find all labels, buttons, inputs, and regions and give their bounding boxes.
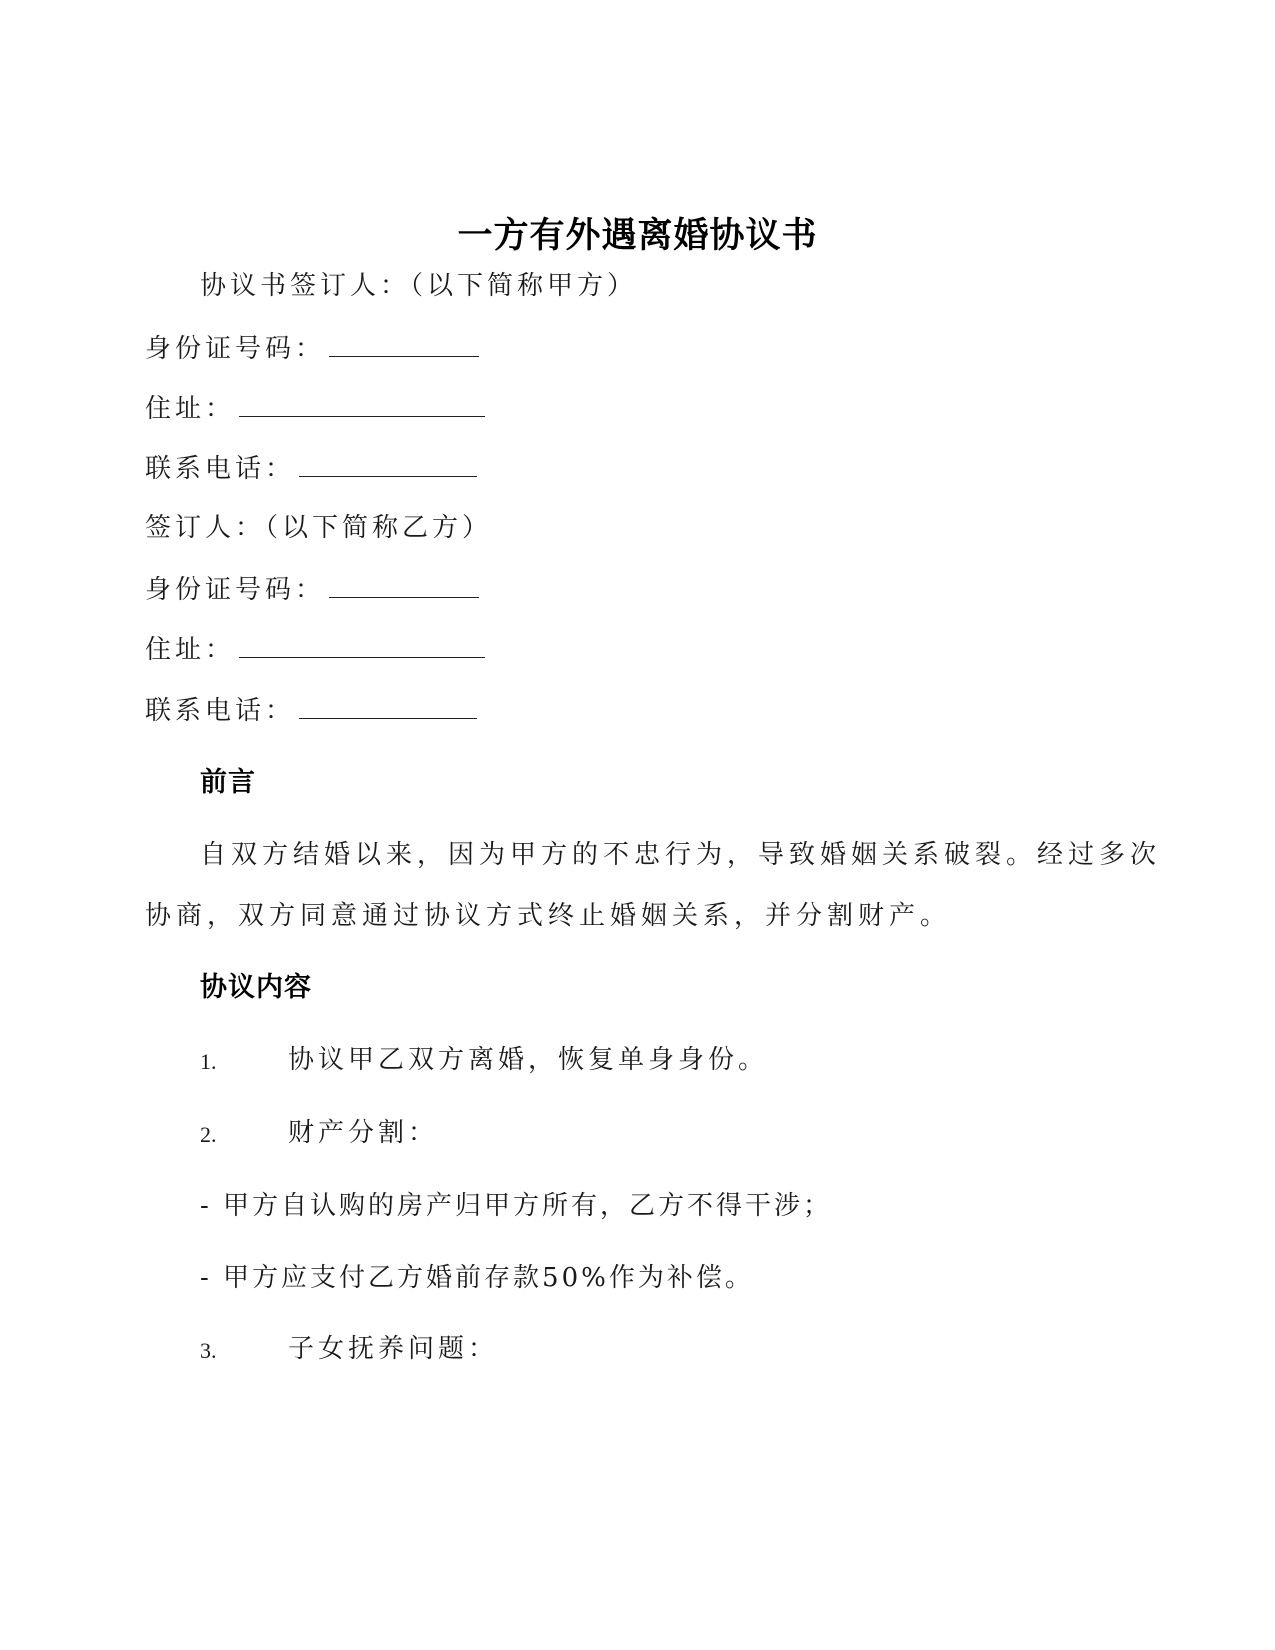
item-2-text: 财产分割： — [288, 1118, 439, 1148]
document-title: 一方有外遇离婚协议书 — [457, 216, 818, 256]
party-b-phone-blank — [299, 692, 477, 719]
party-a-phone-blank — [299, 450, 477, 477]
item-2-sub-2: - 甲方应支付乙方婚前存款50%作为补偿。 — [200, 1263, 754, 1293]
item-3-number: 3. — [200, 1338, 217, 1363]
preface-line-1: 自双方结婚以来，因为甲方的不忠行为，导致婚姻关系破裂。经过多次 — [200, 840, 1162, 870]
party-a-address-blank — [239, 390, 485, 417]
party-b-phone-label: 联系电话： — [145, 696, 296, 726]
party-a-address-label: 住址： — [145, 394, 236, 424]
party-b-address-blank — [239, 631, 485, 658]
party-b-address-row — [145, 631, 485, 668]
party-b-phone-row — [145, 692, 477, 729]
item-2-sub-1: - 甲方自认购的房产归甲方所有，乙方不得干涉； — [200, 1191, 833, 1221]
party-b-address-label: 住址： — [145, 635, 236, 665]
party-b-id-row — [145, 571, 479, 608]
item-3-text: 子女抚养问题： — [288, 1334, 499, 1364]
party-a-id-label: 身份证号码： — [145, 334, 326, 364]
item-2-number: 2. — [200, 1122, 217, 1147]
party-a-id-row — [145, 330, 479, 367]
item-1-number: 1. — [200, 1049, 217, 1074]
party-b-id-label: 身份证号码： — [145, 575, 326, 605]
party-b-id-blank — [329, 571, 479, 598]
agreement-heading: 协议内容 — [200, 972, 312, 1003]
item-1-text: 协议甲乙双方离婚，恢复单身身份。 — [288, 1045, 769, 1075]
party-a-id-blank — [329, 330, 479, 357]
party-a-signer-line: 协议书签订人：（以下简称甲方） — [200, 271, 638, 301]
party-b-signer-line: 签订人：（以下简称乙方） — [145, 513, 493, 543]
party-a-phone-label: 联系电话： — [145, 454, 296, 484]
preface-line-2: 协商，双方同意通过协议方式终止婚姻关系，并分割财产。 — [145, 901, 952, 931]
party-a-phone-row — [145, 450, 477, 487]
preface-heading: 前言 — [200, 767, 256, 798]
party-a-address-row — [145, 390, 485, 427]
